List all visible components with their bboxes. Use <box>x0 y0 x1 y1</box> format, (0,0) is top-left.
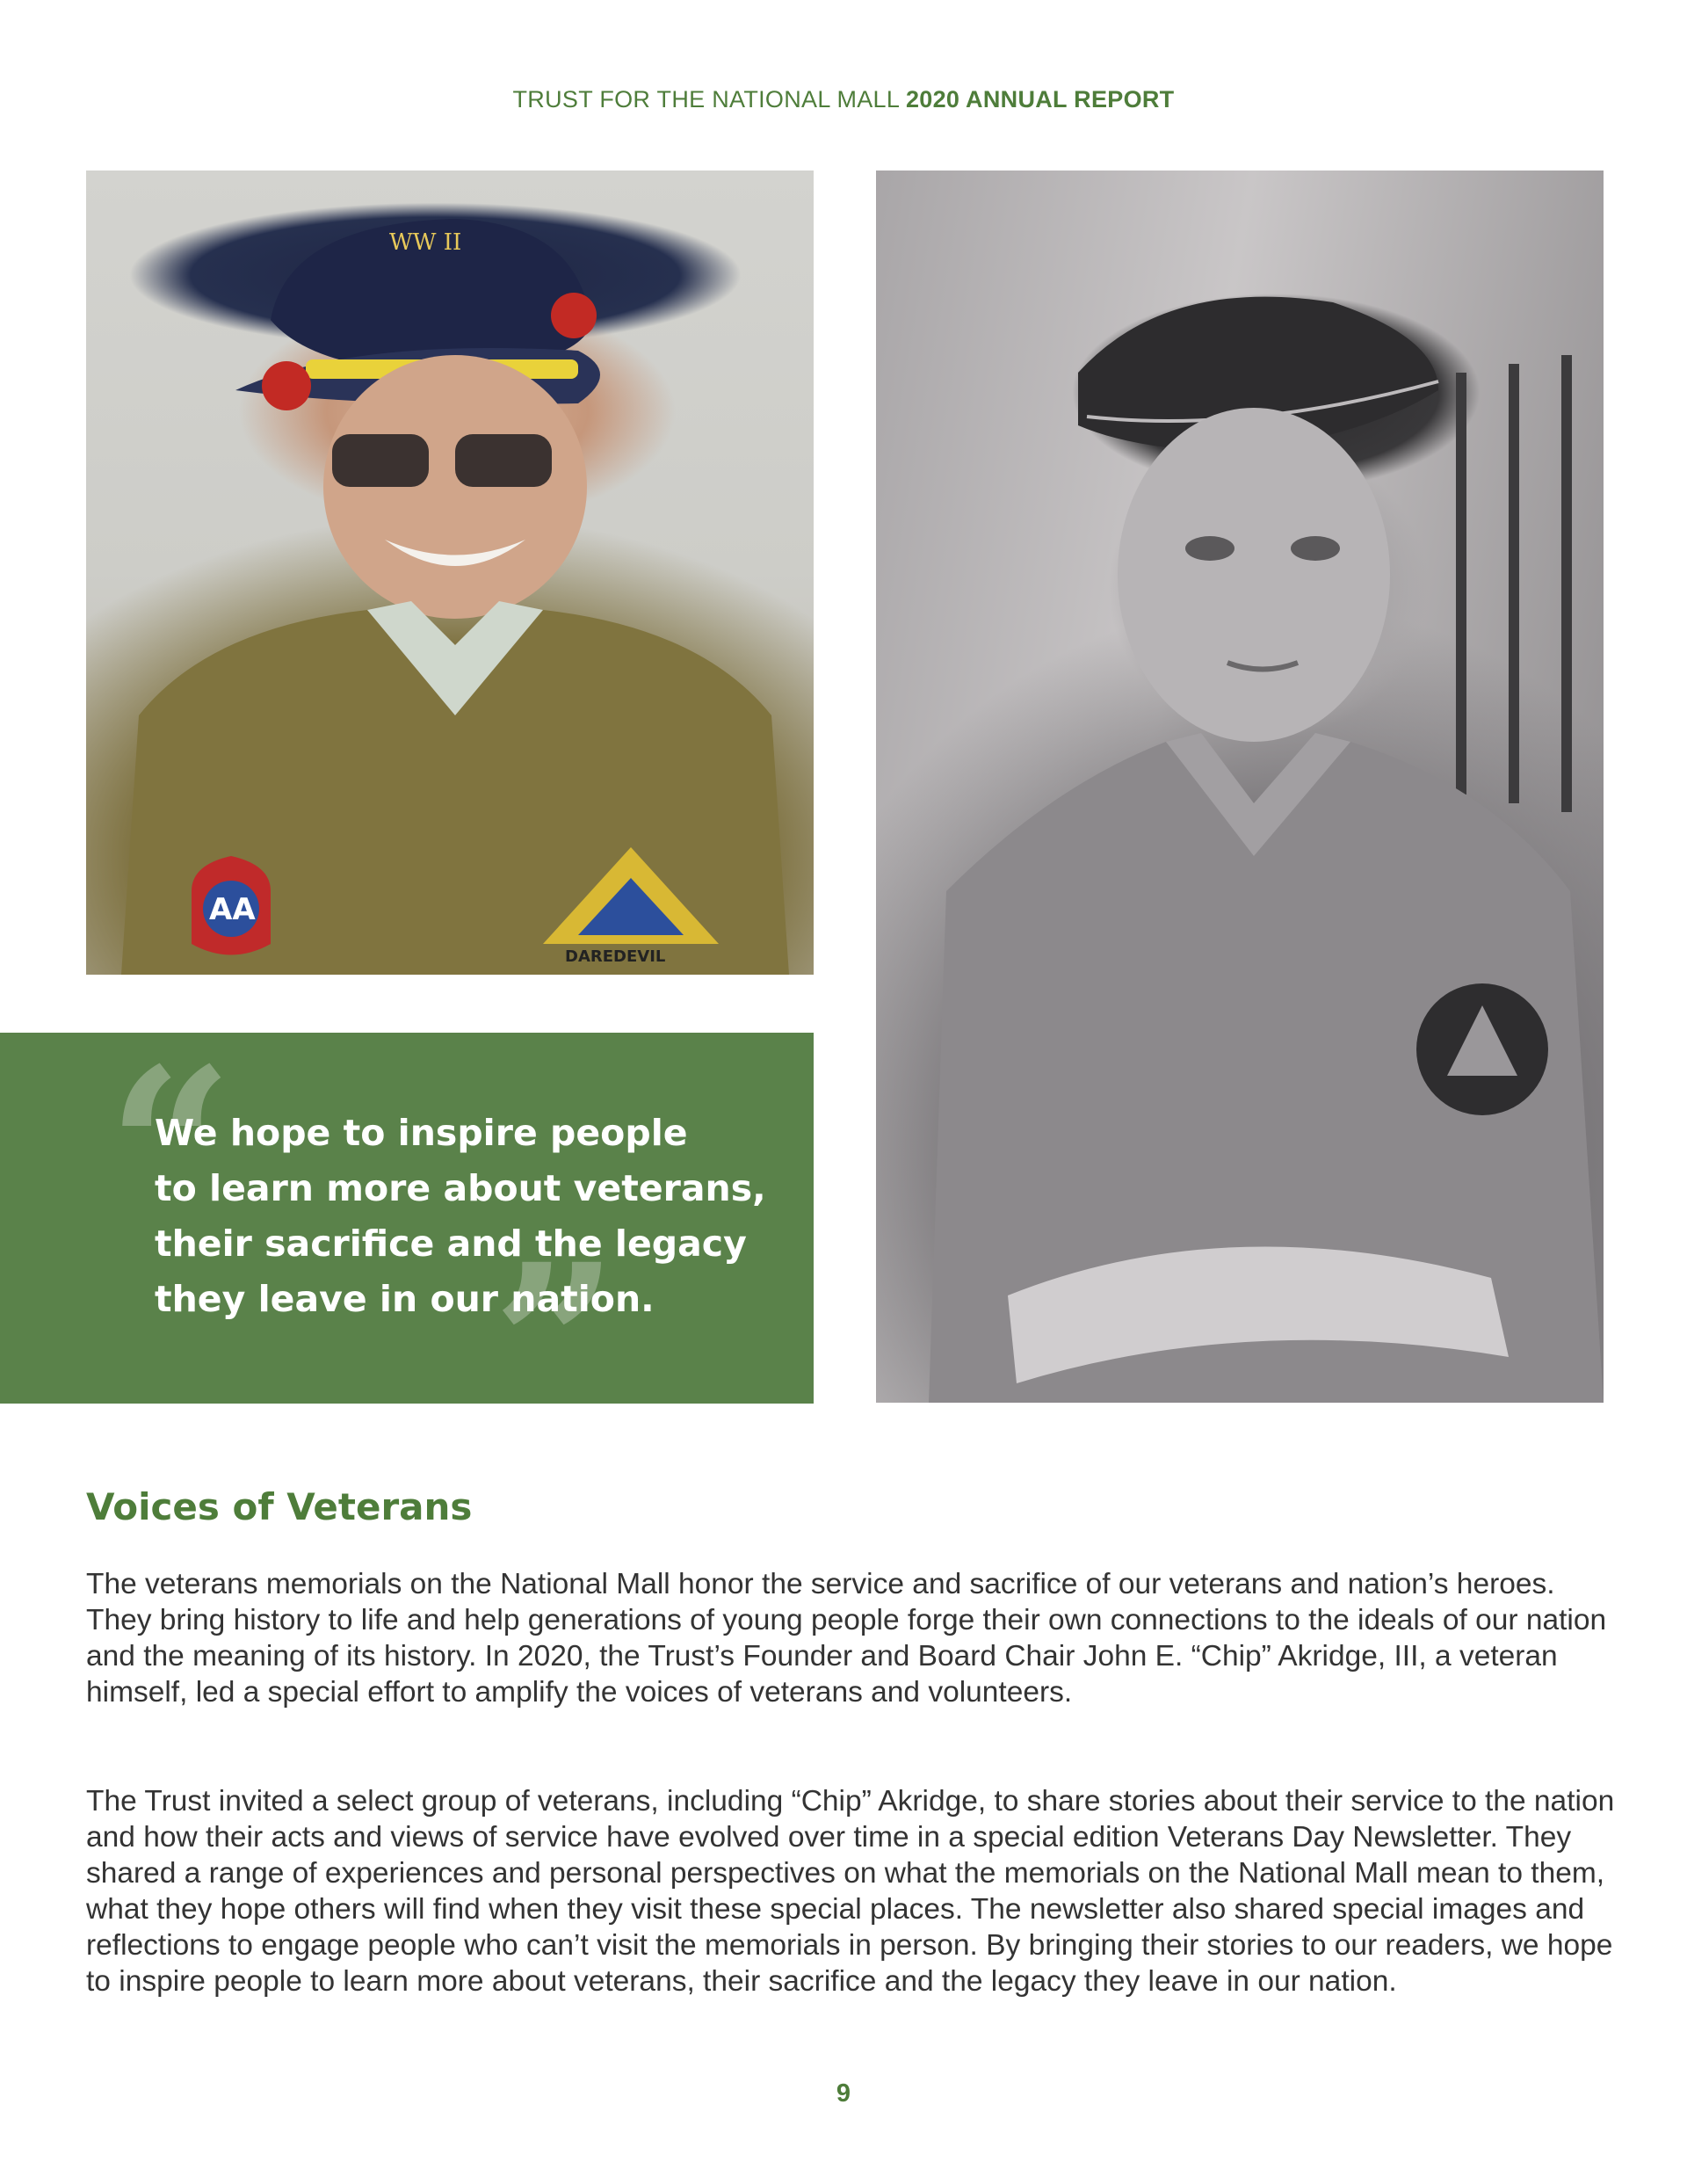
pull-quote-line: to learn more about veterans, <box>155 1167 766 1209</box>
veteran-historic-bw-photo <box>876 171 1604 1403</box>
airborne-patch-text: AA <box>209 892 256 927</box>
pull-quote-line: their sacrifice and the legacy <box>155 1223 747 1265</box>
article-paragraph-1: The veterans memorials on the National Mall honor the service and sacrifice of our veterans and nation’s heroes. They bring history to life and help generations of young people forge their own connections to the ideals of our nation and the meaning of its history. In 2020, the Trust’s Founder and Board Chair John E. “Chip” Akridge, III, a veteran himself, led a special effort to amplify the voices of veterans and volunteers. <box>86 1568 1607 1709</box>
article-paragraph-2: The Trust invited a select group of veterans, including “Chip” Akridge, to share stories about their service to the nation and how their acts and views of service have evolved over time in a special edition Veterans Day Newsletter. They shared a range of experiences and personal perspectives on what the memorials on the National Mall mean to them, what they hope others will find when they visit these special places. The newsletter also shared special images and reflections to engage people who can’t visit the memorials in person. By bringing their stories to our readers, we hope to inspire people to learn more about veterans, their sacrifice and the legacy they leave in our nation. <box>86 1785 1615 1998</box>
open-quote-icon: “ <box>107 1019 234 1278</box>
page-header <box>0 86 1687 113</box>
pull-quote-line: We hope to inspire people <box>155 1112 688 1154</box>
header-report-title: 2020 ANNUAL REPORT <box>905 86 1175 112</box>
close-quote-icon: ” <box>492 1215 619 1474</box>
pull-quote-text <box>155 1106 787 1327</box>
historic-portrait-illustration <box>876 171 1604 1403</box>
pull-quote-line: they leave in our nation. <box>155 1278 655 1320</box>
page-number: 9 <box>836 2079 851 2108</box>
header-org: TRUST FOR THE NATIONAL MALL <box>512 86 906 112</box>
section-title: Voices of Veterans <box>86 1485 473 1528</box>
veteran-portrait-color-photo <box>86 171 814 975</box>
veteran-portrait-illustration <box>86 171 814 975</box>
daredevil-badge-text: DAREDEVIL <box>565 947 666 966</box>
cap-text: WW II <box>389 229 462 256</box>
